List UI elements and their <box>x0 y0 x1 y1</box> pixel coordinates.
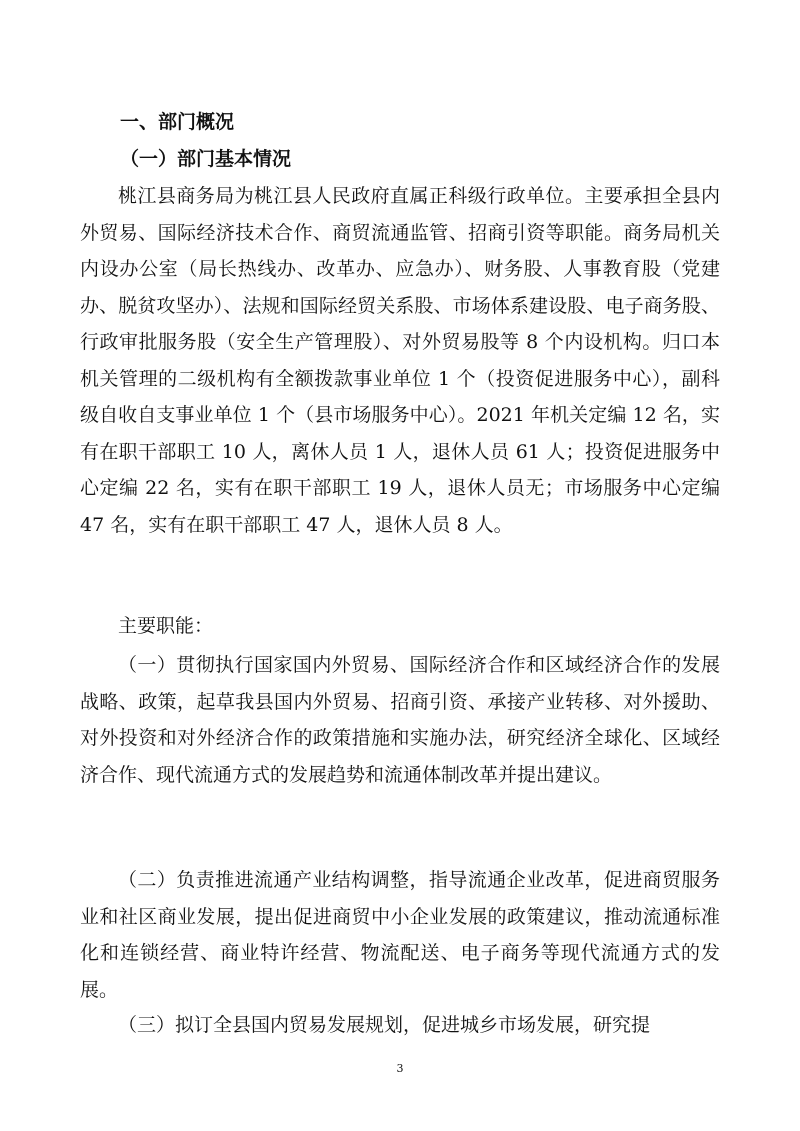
page-number: 3 <box>396 1062 404 1075</box>
paragraph-function-2: （二）负责推进流通产业结构调整，指导流通企业改革，促进商贸服务业和社区商业发展，提出促进商贸中小企业发展的政策建议，推动流通标准化和连锁经营、商业特许经营、物流配送、电子商务等现代流通方式的发展。 <box>80 869 720 1001</box>
paragraph-department-overview: 桃江县商务局为桃江县人民政府直属正科级行政单位。主要承担全县内外贸易、国际经济技术合作、商贸流通监管、招商引资等职能。商务局机关内设办公室（局长热线办、改革办、应急办）、财务股、人事教育股（党建办、脱贫攻坚办）、法规和国际经贸关系股、市场体系建设股、电子商务股、行政审批服务股（安全生产管理股）、对外贸易股等 8 个内设机构。归口本机关管理的二级机构有全额拨款事业单位 1 个（投资促进服务中心），副科级自收自支事业单位 1 个（县市场服务中心）。2021 年机关定编 12 名，实有在职干部职工 10 人，离休人员 1 人，退休人员 61 人；投资促进服务中心定编 22 名，实有在职干部职工 19 人，退休人员无；市场服务中心定编 47 名，实有在职干部职工 47 人，退休人员 8 人。 <box>80 185 720 536</box>
section-heading: 一、部门概况 <box>120 111 235 133</box>
paragraph-function-3: （三）拟订全县国内贸易发展规划，促进城乡市场发展，研究提 <box>118 1014 651 1036</box>
paragraph-function-1: （一）贯彻执行国家国内外贸易、国际经济合作和区域经济合作的发展战略、政策，起草我县国内外贸易、招商引资、承接产业转移、对外援助、对外投资和对外经济合作的政策措施和实施办法，研究经济全球化、区域经济合作、现代流通方式的发展趋势和流通体制改革并提出建议。 <box>80 654 720 786</box>
paragraph-main-functions-label: 主要职能： <box>118 615 214 637</box>
subsection-heading: （一）部门基本情况 <box>120 148 292 170</box>
